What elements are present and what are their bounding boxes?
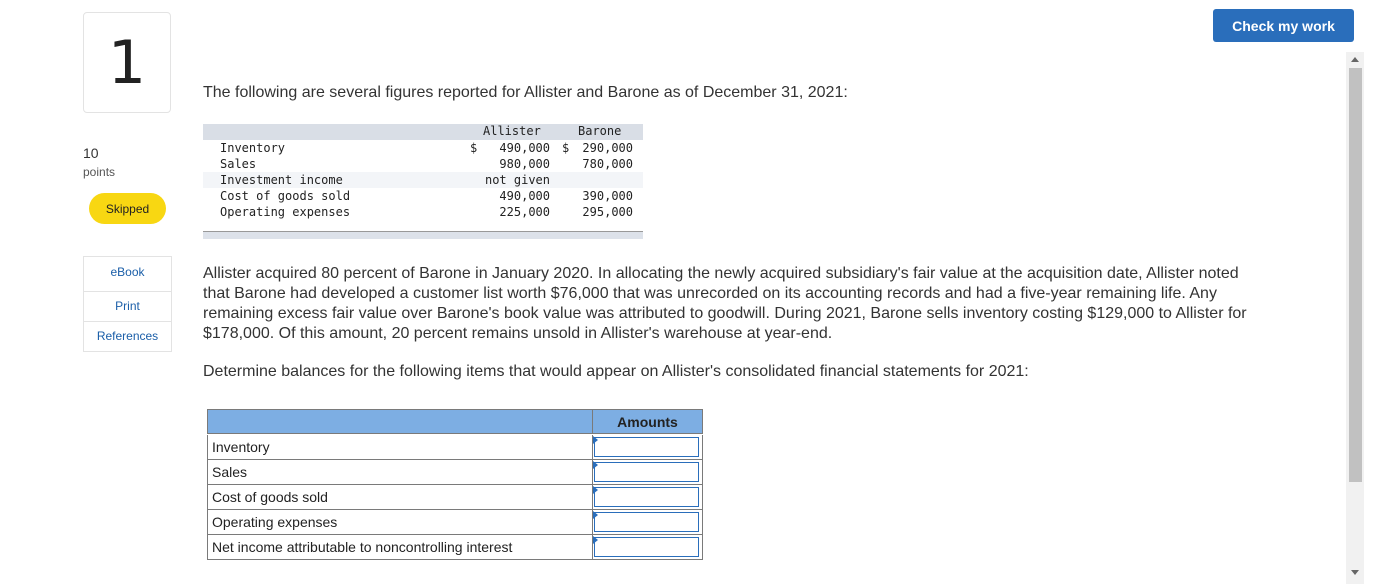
- scroll-down-icon[interactable]: [1351, 570, 1359, 575]
- ebook-link[interactable]: eBook: [110, 265, 145, 279]
- side-links-panel: [83, 256, 172, 352]
- row-label: Operating expenses: [207, 510, 593, 535]
- input-marker-icon: [593, 486, 598, 494]
- determine-text: Determine balances for the following items that would appear on Allister's consolidated financial statements for 2021:: [203, 363, 1029, 380]
- row-label: Investment income: [220, 173, 343, 187]
- check-my-work-button[interactable]: Check my work: [1213, 9, 1354, 42]
- input-marker-icon: [593, 461, 598, 469]
- points-label: points: [83, 165, 116, 179]
- print-link[interactable]: Print: [115, 299, 140, 313]
- row-label: Inventory: [220, 141, 286, 155]
- references-link[interactable]: References: [96, 329, 159, 343]
- barone-value: 295,000: [582, 205, 633, 219]
- col-header-barone: Barone: [578, 124, 622, 138]
- row-label: Sales: [207, 460, 593, 485]
- figures-row: [203, 188, 643, 204]
- operating-expenses-amount-input[interactable]: [594, 512, 699, 532]
- allister-value: 225,000: [499, 205, 550, 219]
- inventory-amount-input[interactable]: [594, 437, 699, 457]
- barone-value: 290,000: [582, 141, 633, 155]
- status-badge: Skipped: [89, 193, 166, 224]
- row-label: Net income attributable to noncontrolling interest: [207, 535, 593, 560]
- currency-symbol: $: [470, 141, 478, 155]
- barone-value: 390,000: [582, 189, 633, 203]
- points-value: 10: [83, 145, 99, 161]
- figures-table: [203, 124, 643, 220]
- input-marker-icon: [593, 436, 598, 444]
- answer-row-inventory: [207, 435, 703, 460]
- divider: [84, 321, 171, 322]
- problem-paragraph: Allister acquired 80 percent of Barone in January 2020. In allocating the newly acquired subsidiary's fair value at the acquisition date, Allister noted that Barone had developed a customer list worth $76,000 that was unrecorded on its accounting records and had a five-year remaining life. Any remaining excess fair value over Barone's book value was attributed to goodwill. During 2021, Barone sells inventory costing $129,000 to Allister for $178,000. Of this amount, 20 percent remains unsold in Allister's warehouse at year-end.: [203, 265, 1247, 342]
- scrollbar-thumb[interactable]: [1349, 68, 1362, 482]
- answer-row-sales: [207, 460, 703, 485]
- row-label: Cost of goods sold: [207, 485, 593, 510]
- header-blank-cell: [207, 409, 593, 434]
- figures-row: [203, 172, 643, 188]
- scroll-up-icon[interactable]: [1351, 57, 1359, 62]
- answer-row-operating-expenses: [207, 510, 703, 535]
- row-label: Cost of goods sold: [220, 189, 351, 203]
- intro-text: The following are several figures reported for Allister and Barone as of December 31, 2021:: [203, 84, 848, 101]
- amounts-header: Amounts: [592, 409, 703, 434]
- cogs-amount-input[interactable]: [594, 487, 699, 507]
- figures-table-footer: [203, 231, 643, 239]
- col-header-allister: Allister: [483, 124, 541, 138]
- divider: [84, 291, 171, 292]
- input-marker-icon: [593, 536, 598, 544]
- answer-table: [207, 409, 703, 560]
- row-label: Sales: [220, 157, 257, 171]
- allister-value: 490,000: [499, 189, 550, 203]
- figures-row: [203, 204, 643, 220]
- answer-row-nci: [207, 535, 703, 560]
- allister-value: 980,000: [499, 157, 550, 171]
- question-number: 1: [83, 12, 171, 113]
- sales-amount-input[interactable]: [594, 462, 699, 482]
- nci-amount-input[interactable]: [594, 537, 699, 557]
- figures-header: [203, 124, 643, 140]
- barone-value: 780,000: [582, 157, 633, 171]
- input-marker-icon: [593, 511, 598, 519]
- row-label: Inventory: [207, 435, 593, 460]
- allister-value: not given: [484, 173, 550, 187]
- row-label: Operating expenses: [220, 205, 351, 219]
- allister-value: 490,000: [499, 141, 550, 155]
- figures-row: [203, 156, 643, 172]
- currency-symbol: $: [562, 141, 570, 155]
- answer-table-header: [207, 409, 703, 434]
- answer-row-cogs: [207, 485, 703, 510]
- figures-row: [203, 140, 643, 156]
